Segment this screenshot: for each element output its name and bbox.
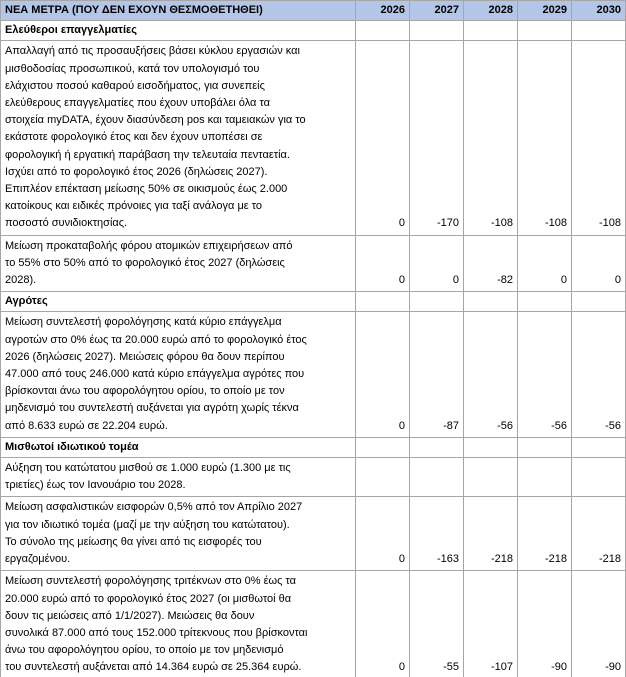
value-cell: 0: [356, 312, 410, 437]
value-cell: -90: [572, 571, 626, 677]
description-line: βρίσκονται άνω του αφορολόγητου ορίου, το οποίο με τον: [5, 385, 285, 398]
value-cell: -56: [572, 312, 626, 437]
value-cell: 0: [356, 571, 410, 677]
value-cell: 0: [518, 235, 572, 292]
header-row: [1, 1, 626, 21]
description-line: για τον ιδιωτικό τομέα (μαζί με την αύξηση του κατώτατου).: [5, 518, 290, 531]
description-line: στοιχεία myDATA, έχουν διασύνδεση pos και ταμειακών για το: [5, 114, 306, 127]
description-line: άνω του αφορολόγητου ορίου, το οποίο με τον μηδενισμό: [5, 644, 284, 657]
description-line: του συντελεστή αυξάνεται από 14.364 ευρώ σε 25.364 ευρώ.: [5, 661, 302, 674]
description-line: ελεύθερους επαγγελματίες που έχουν υποβάλει όλα τα: [5, 97, 270, 110]
description-line: μηδενισμό του συντελεστή αυξάνεται για αγρότη χωρίς τέκνα: [5, 402, 299, 415]
value-cell: [518, 458, 572, 497]
table-row: [1, 497, 626, 571]
value-cell: -108: [518, 41, 572, 235]
description-line: Μείωση προκαταβολής φόρου ατομικών επιχειρήσεων από: [5, 239, 293, 252]
value-cell: -87: [410, 312, 464, 437]
measure-description: [1, 312, 356, 437]
section-title: Μισθωτοί ιδιωτικού τομέα: [1, 437, 356, 457]
description-line: αγροτών στο 0% έως τα 20.000 ευρώ από το φορολογικό έτος: [5, 333, 307, 346]
description-line: φορολογική ή εργατική παράβαση την τελευταία πενταετία.: [5, 148, 290, 161]
table-row: [1, 235, 626, 292]
table-row: [1, 571, 626, 677]
description-line: Μείωση συντελεστή φορολόγησης τριτέκνων στο 0% έως τα: [5, 575, 297, 588]
value-cell: 0: [356, 497, 410, 571]
value-cell: -82: [464, 235, 518, 292]
table-row: [1, 458, 626, 497]
description-line: Αύξηση του κατώτατου μισθού σε 1.000 ευρώ (1.300 με τις: [5, 462, 291, 475]
value-cell: -90: [518, 571, 572, 677]
description-line: συνολικά 87.000 από τους 152.000 τρίτεκνους που βρίσκονται: [5, 626, 308, 639]
value-cell: -56: [518, 312, 572, 437]
description-line: μισθοδοσίας προσωπικού, κατά τον υπολογισμό του: [5, 62, 260, 75]
value-cell: -163: [410, 497, 464, 571]
value-cell: -108: [572, 41, 626, 235]
table-row: [1, 41, 626, 235]
value-cell: -218: [464, 497, 518, 571]
header-year: 2026: [356, 1, 410, 21]
value-cell: -170: [410, 41, 464, 235]
value-cell: -218: [518, 497, 572, 571]
value-cell: -107: [464, 571, 518, 677]
value-cell: 0: [572, 235, 626, 292]
description-line: Μείωση συντελεστή φορολόγησης κατά κύριο επάγγελμα: [5, 316, 282, 329]
measure-description: [1, 235, 356, 292]
description-line: 2028).: [5, 274, 37, 287]
header-title: ΝΕΑ ΜΕΤΡΑ (ΠΟΥ ΔΕΝ ΕΧΟΥΝ ΘΕΣΜΟΘΕΤΗΘΕΙ): [1, 1, 356, 21]
section-row-freelancers: [1, 21, 626, 41]
description-line: κατοίκους και ειδικές πρόνοιες για ταξί ανάλογα με το: [5, 200, 263, 213]
description-line: 20.000 ευρώ από το φορολογικό έτος 2027 (οι μισθωτοί θα: [5, 592, 292, 605]
description-line: το 55% στο 50% από το φορολογικό έτος 2027 (δηλώσεις: [5, 256, 285, 269]
section-title: Αγρότες: [1, 292, 356, 312]
measure-description: [1, 497, 356, 571]
description-line: 47.000 από τους 246.000 κατά κύριο επάγγελμα αγρότες που: [5, 368, 305, 381]
value-cell: 0: [410, 235, 464, 292]
description-line: δουν τις μειώσεις από 1/1/2027). Μειώσεις θα δουν: [5, 609, 255, 622]
value-cell: 0: [356, 41, 410, 235]
header-year: 2027: [410, 1, 464, 21]
description-line: Απαλλαγή από τις προσαυξήσεις βάσει κύκλου εργασιών και: [5, 45, 300, 58]
section-title: Ελεύθεροι επαγγελματίες: [1, 21, 356, 41]
value-cell: -108: [464, 41, 518, 235]
description-line: εκάστοτε φορολογικό έτος και δεν έχουν υποπέσει σε: [5, 131, 263, 144]
value-cell: [356, 458, 410, 497]
section-row-farmers: [1, 292, 626, 312]
description-line: Μείωση ασφαλιστικών εισφορών 0,5% από τον Απρίλιο 2027: [5, 501, 303, 514]
measure-description: [1, 41, 356, 235]
description-line: τριετίες) έως τον Ιανουάριο του 2028.: [5, 479, 186, 492]
header-year: 2028: [464, 1, 518, 21]
measure-description: [1, 458, 356, 497]
value-cell: -55: [410, 571, 464, 677]
description-line: 2026 (δηλώσεις 2027). Μειώσεις φόρου θα δουν περίπου: [5, 350, 285, 363]
table-row: [1, 312, 626, 437]
description-line: εργαζομένου.: [5, 553, 71, 566]
measure-description: [1, 571, 356, 677]
value-cell: [572, 458, 626, 497]
value-cell: [464, 458, 518, 497]
description-line: ελάχιστου ποσού καθαρού εισοδήματος, για συνεπείς: [5, 79, 265, 92]
description-line: Επιπλέον επέκταση μείωσης 50% σε οικισμούς έως 2.000: [5, 183, 288, 196]
section-row-private-employees: [1, 437, 626, 457]
description-line: από 8.633 ευρώ σε 22.204 ευρώ.: [5, 419, 168, 432]
description-line: Ισχύει από το φορολογικό έτος 2026 (δηλώσεις 2027).: [5, 165, 268, 178]
value-cell: [410, 458, 464, 497]
description-line: Το σύνολο της μείωσης θα γίνει από τις εισφορές του: [5, 535, 262, 548]
value-cell: 0: [356, 235, 410, 292]
header-year: 2029: [518, 1, 572, 21]
value-cell: -218: [572, 497, 626, 571]
value-cell: -56: [464, 312, 518, 437]
description-line: ποσοστό συνιδιοκτησίας.: [5, 217, 128, 230]
header-year: 2030: [572, 1, 626, 21]
